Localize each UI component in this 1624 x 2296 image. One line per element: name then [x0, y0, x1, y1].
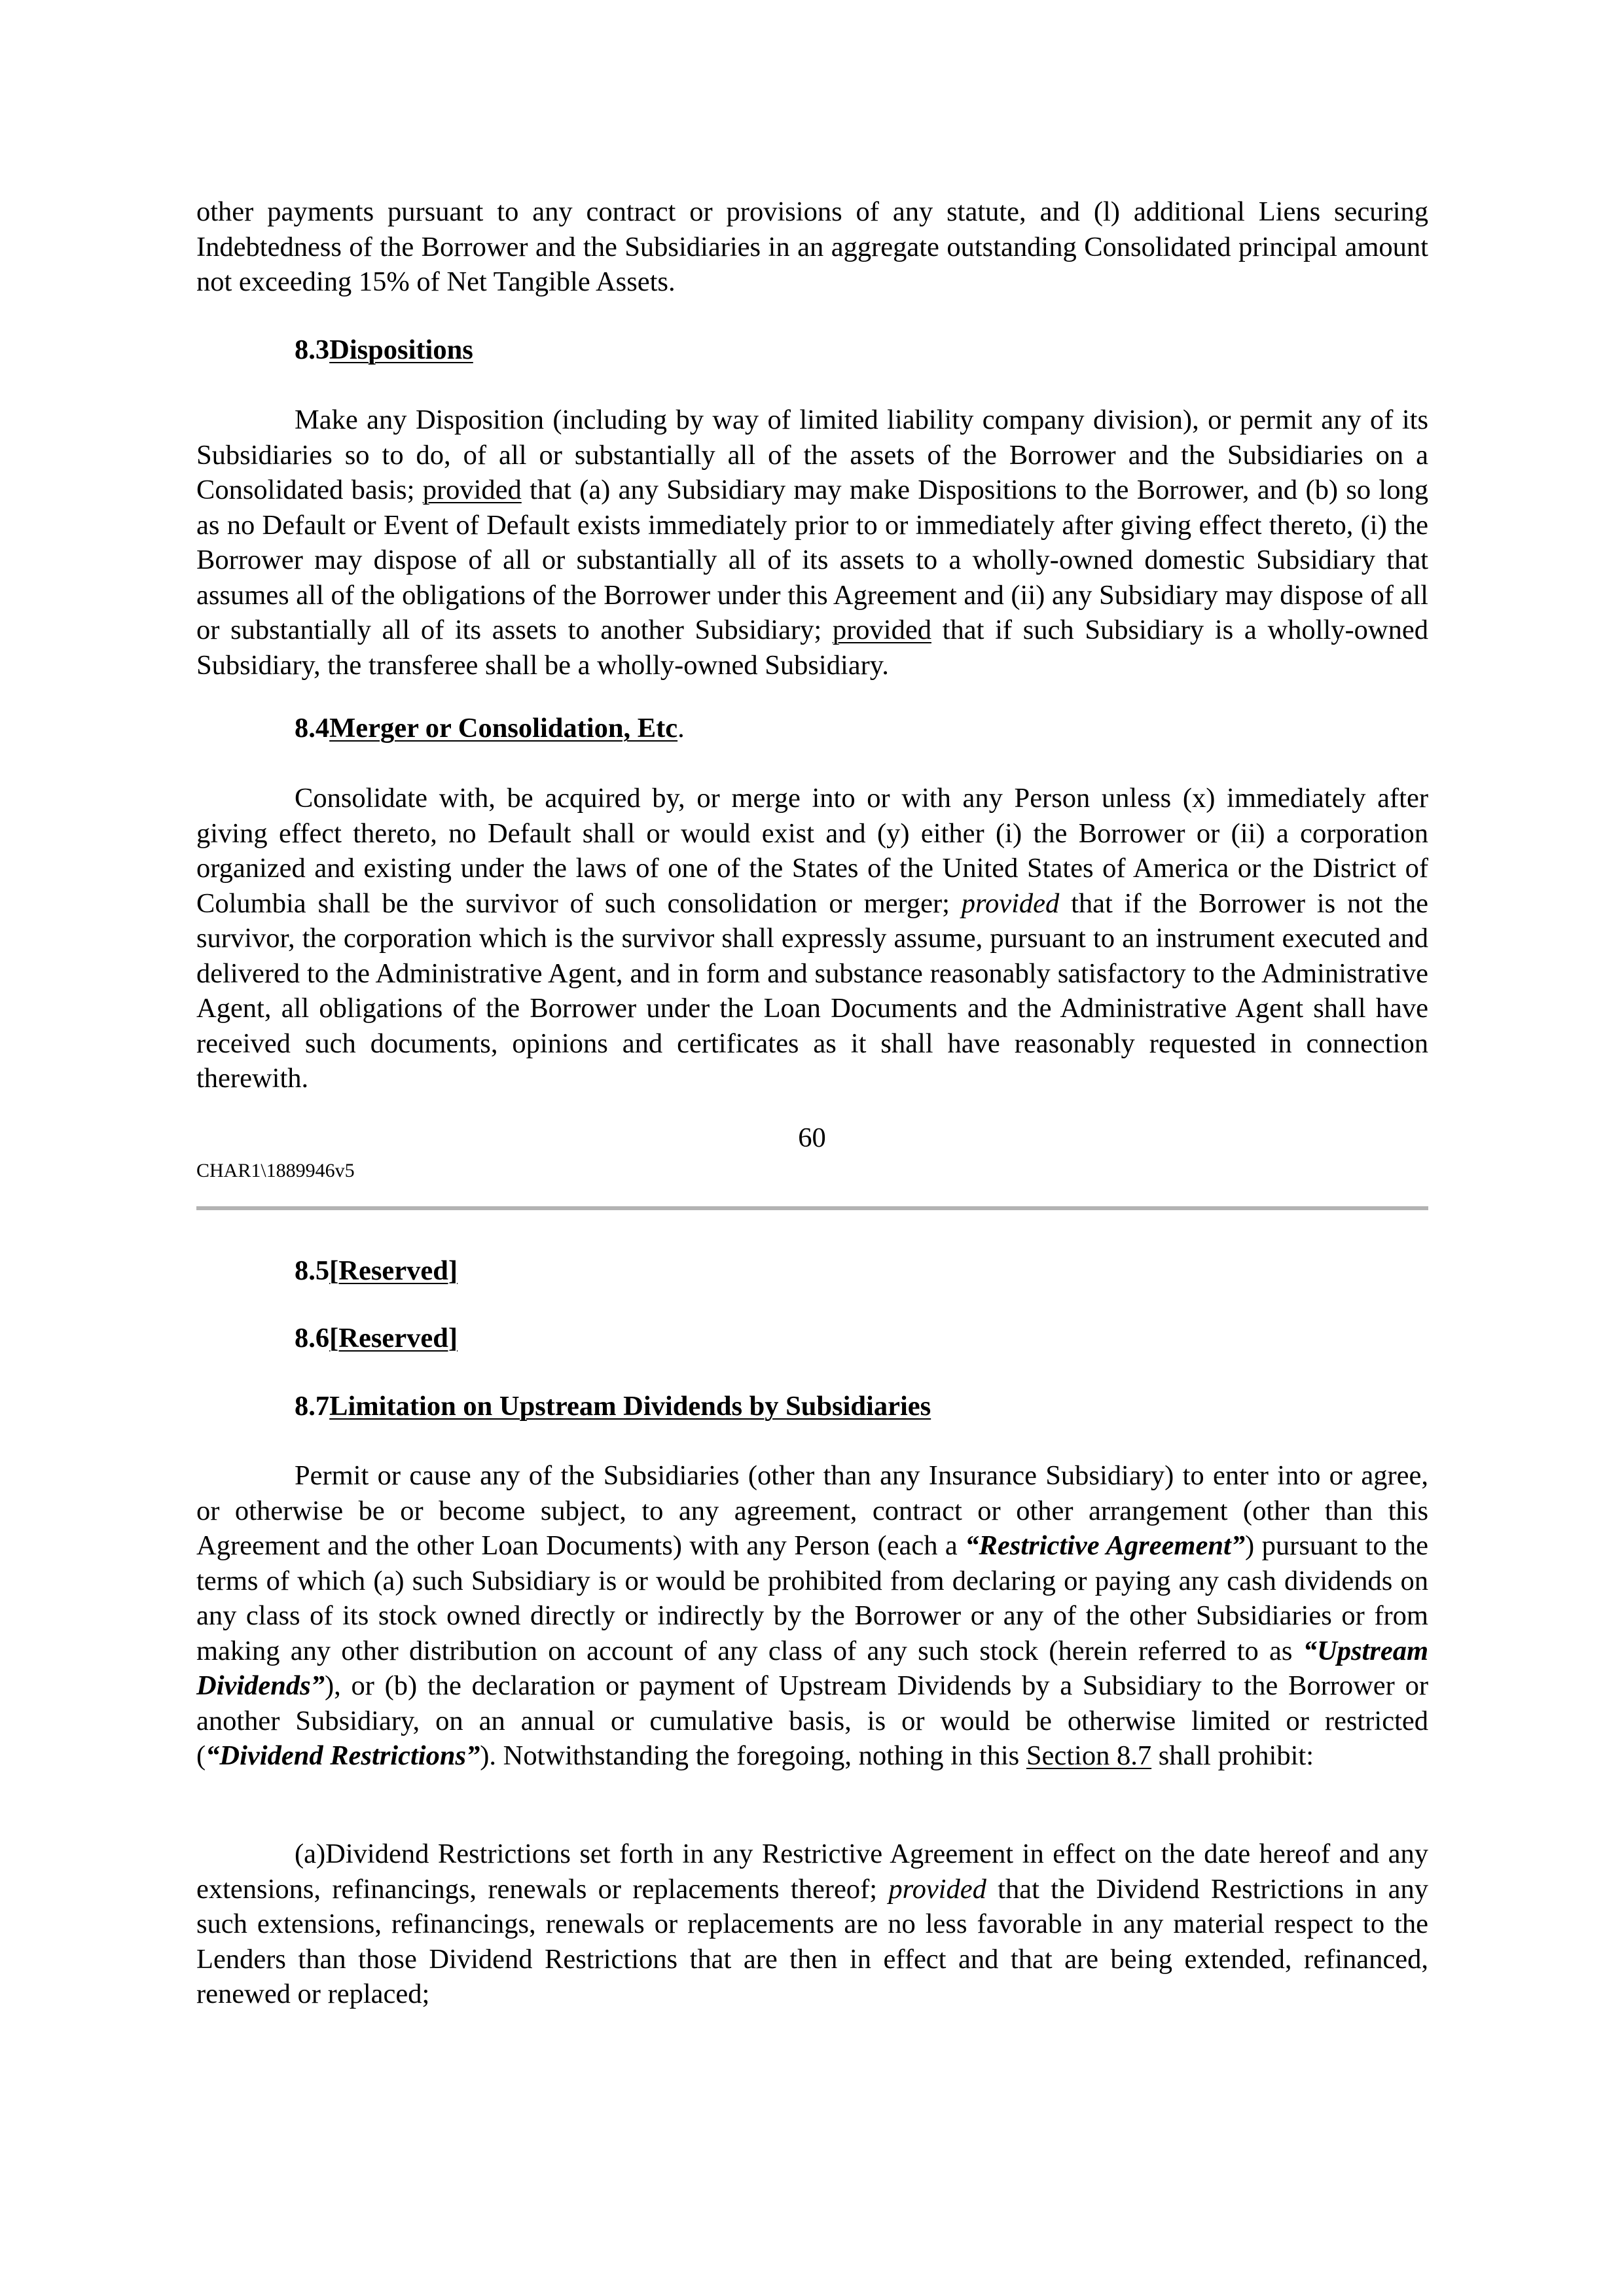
section-title: [Reserved] [329, 1323, 458, 1354]
section-heading-8-6 [295, 1321, 458, 1356]
section-number: 8.3 [295, 334, 330, 365]
defined-term: “Dividend Restrictions” [206, 1740, 480, 1771]
section-heading-8-5 [295, 1253, 458, 1289]
section-reference: Section 8.7 [1026, 1740, 1152, 1771]
section-heading-8-4 [295, 711, 685, 746]
continuation-paragraph: other payments pursuant to any contract or provisions of any statute, and (l) additional Liens securing Indebtedness of the Borrower and the Subsidiaries in an aggregate outstanding Consolidated principal amount not exceeding 15% of Net Tangible Assets. [196, 196, 1428, 297]
section-number: 8.7 [295, 1391, 330, 1422]
section-8-4-paragraph: Consolidate with, be acquired by, or merge into or with any Person unless (x) immediately after giving effect thereto, no Default shall or would exist and (y) either (i) the Borrower or (ii) a corporation organized and existing under the laws of one of the States of the United States of America or the District of Columbia shall be the survivor of such consolidation or merger; provided that if the Borrower is not the survivor, the corporation which is the survivor shall expressly assume, pursuant to an instrument executed and delivered to the Administrative Agent, and in form and substance reasonably satisfactory to the Administrative Agent, all obligations of the Borrower under the Loan Documents and the Administrative Agent shall have received such documents, opinions and certificates as it shall have reasonably requested in connection therewith. [196, 783, 1428, 1094]
provided-term: provided [832, 615, 931, 645]
section-title: Merger or Consolidation, Etc [329, 713, 678, 744]
section-number: 8.5 [295, 1255, 330, 1286]
section-title-period: . [677, 713, 685, 744]
section-8-3-paragraph: Make any Disposition (including by way of limited liability company division), or permit any of its Subsidiaries so to do, of all or substantially all of the assets of the Borrower and the Subsidiaries on a Consolidated basis; provided that (a) any Subsidiary may make Dispositions to the Borrower, and (b) so long as no Default or Event of Default exists immediately prior to or immediately after giving effect thereto, (i) the Borrower may dispose of all or substantially all of its assets to a wholly-owned domestic Subsidiary that assumes all of the obligations of the Borrower under this Agreement and (ii) any Subsidiary may dispose of all or substantially all of its assets to another Subsidiary; provided that if such Subsidiary is a wholly-owned Subsidiary, the transferee shall be a wholly-owned Subsidiary. [196, 404, 1428, 681]
provided-term: provided [422, 475, 522, 505]
provided-term: provided [961, 888, 1060, 919]
page-number: 60 [798, 1122, 826, 1153]
document-id: CHAR1\1889946v5 [196, 1160, 355, 1181]
defined-term: “Upstream Dividends” [196, 1635, 1428, 1701]
page-divider [196, 1206, 1428, 1210]
defined-term: “Restrictive Agreement” [965, 1530, 1246, 1561]
section-number: 8.4 [295, 713, 330, 744]
list-item-label: (a) [295, 1839, 326, 1869]
section-number: 8.6 [295, 1323, 330, 1354]
section-8-7-paragraph: Permit or cause any of the Subsidiaries (other than any Insurance Subsidiary) to enter into or agree, or otherwise be or become subject, to any agreement, contract or other arrangement (other than this Agreement and the other Loan Documents) with any Person (each a “Restrictive Agreement”) pursuant to the terms of which (a) such Subsidiary is or would be prohibited from declaring or paying any cash dividends on any class of its stock owned directly or indirectly by the Borrower or any of the other Subsidiaries or from making any other distribution on account of any class of any such stock (herein referred to as “Upstream Dividends”), or (b) the declaration or payment of Upstream Dividends by a Subsidiary to the Borrower or another Subsidiary, on an annual or cumulative basis, is or would be otherwise limited or restricted (“Dividend Restrictions”). Notwithstanding the foregoing, nothing in this Section 8.7 shall prohibit: [196, 1460, 1429, 1771]
provided-term: provided [888, 1873, 986, 1905]
section-title: Dispositions [329, 334, 473, 365]
section-title: [Reserved] [329, 1255, 458, 1286]
section-heading-8-7 [295, 1389, 931, 1424]
section-title: Limitation on Upstream Dividends by Subsidiaries [329, 1391, 931, 1422]
section-heading-8-3 [295, 332, 473, 368]
list-item-a: (a)Dividend Restrictions set forth in any Restrictive Agreement in effect on the date hereof and any extensions, refinancings, renewals or replacements thereof; provided that the Dividend Restrictions in any such extensions, refinancings, renewals or replacements are no less favorable in any material respect to the Lenders than those Dividend Restrictions that are then in effect and that are being extended, refinanced, renewed or replaced; [196, 1839, 1428, 2009]
